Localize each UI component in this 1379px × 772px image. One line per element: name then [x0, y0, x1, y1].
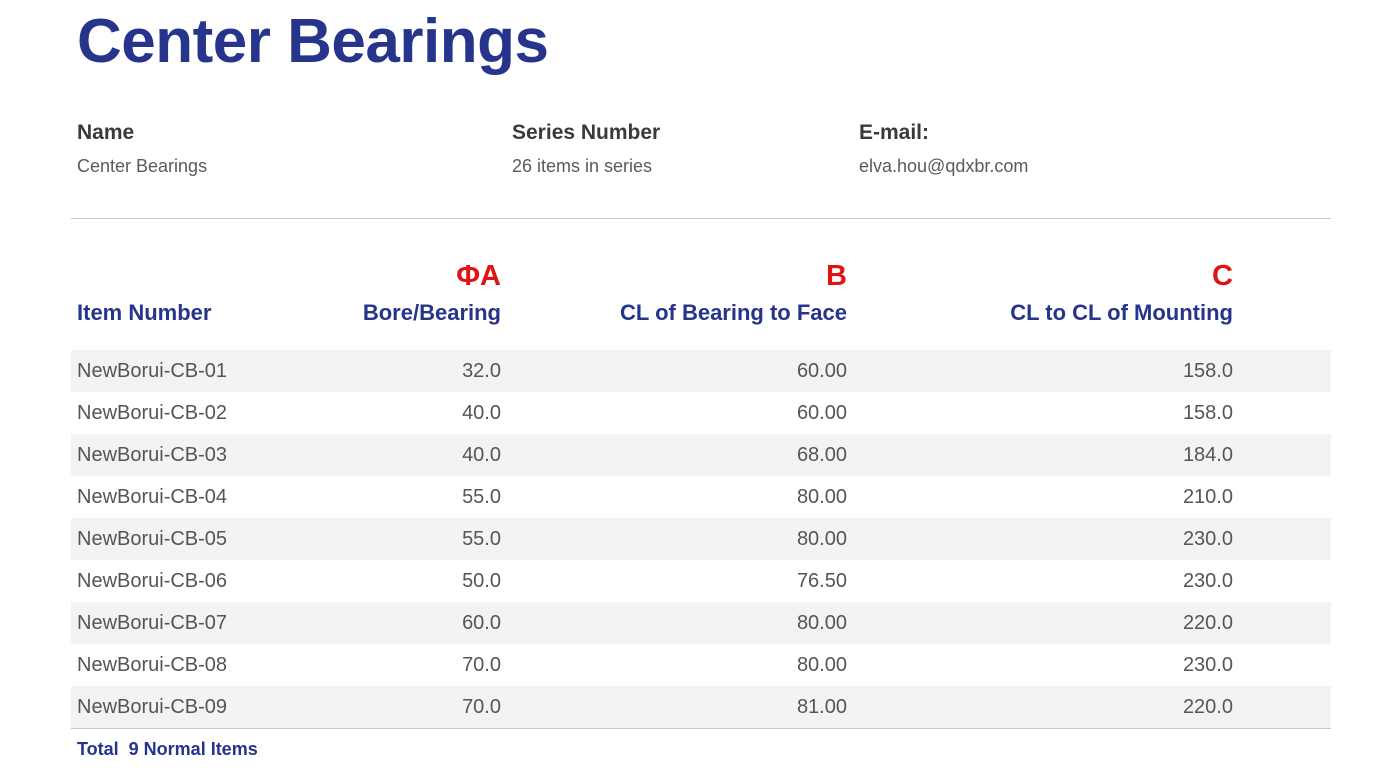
cell-item-number: NewBorui-CB-03 [77, 444, 228, 466]
table-row [71, 392, 1331, 434]
header-item-number: Item Number [77, 300, 212, 325]
email-value[interactable]: elva.hou@qdxbr.com [859, 156, 1029, 176]
total-items-label: Total 9 Normal Items [77, 739, 258, 759]
header-cl-mounting: CL to CL of Mounting [1010, 300, 1233, 325]
dimension-letter-row [71, 250, 1331, 292]
cell-cl-mounting: 230.0 [1182, 570, 1233, 592]
letter-a: ΦA [456, 260, 501, 292]
page-title: Center Bearings [77, 7, 549, 76]
cell-bore: 55.0 [462, 528, 501, 550]
cell-bore: 50.0 [462, 570, 501, 592]
cell-cl-face: 80.00 [796, 612, 847, 634]
info-email-block [859, 120, 1028, 177]
cell-spacer [1233, 644, 1331, 686]
spec-table [71, 250, 1331, 728]
table-row [71, 350, 1331, 392]
cell-cl-mounting: 158.0 [1182, 360, 1233, 382]
letter-item [71, 250, 261, 292]
cell-cl-face: 60.00 [796, 402, 847, 424]
cell-item-number: NewBorui-CB-05 [77, 528, 228, 550]
series-value: 26 items in series [512, 156, 653, 176]
cell-cl-mounting: 220.0 [1182, 696, 1233, 718]
header-spacer [1233, 292, 1331, 350]
cell-cl-mounting: 230.0 [1182, 528, 1233, 550]
cell-spacer [1233, 434, 1331, 476]
cell-bore: 70.0 [462, 696, 501, 718]
table-row [71, 434, 1331, 476]
table-row [71, 518, 1331, 560]
cell-spacer [1233, 602, 1331, 644]
cell-bore: 32.0 [462, 360, 501, 382]
cell-spacer [1233, 350, 1331, 392]
cell-item-number: NewBorui-CB-09 [77, 696, 228, 718]
header-cl-face: CL of Bearing to Face [620, 300, 847, 325]
section-divider [71, 218, 1331, 219]
info-name-block [77, 120, 207, 177]
table-row [71, 476, 1331, 518]
cell-item-number: NewBorui-CB-02 [77, 402, 228, 424]
name-value: Center Bearings [77, 156, 208, 176]
letter-b: B [826, 260, 847, 292]
cell-item-number: NewBorui-CB-07 [77, 612, 228, 634]
email-label: E-mail: [859, 121, 930, 144]
cell-cl-face: 80.00 [796, 528, 847, 550]
cell-cl-face: 60.00 [796, 360, 847, 382]
cell-spacer [1233, 560, 1331, 602]
cell-cl-face: 80.00 [796, 486, 847, 508]
cell-item-number: NewBorui-CB-04 [77, 486, 228, 508]
cell-cl-mounting: 230.0 [1182, 654, 1233, 676]
table-row [71, 560, 1331, 602]
cell-cl-face: 80.00 [796, 654, 847, 676]
table-bottom-divider [71, 728, 1331, 729]
cell-cl-face: 76.50 [796, 570, 847, 592]
table-row [71, 602, 1331, 644]
table-row [71, 644, 1331, 686]
header-bore: Bore/Bearing [362, 300, 501, 325]
cell-bore: 70.0 [462, 654, 501, 676]
cell-cl-mounting: 210.0 [1182, 486, 1233, 508]
letter-c: C [1212, 260, 1233, 292]
name-label: Name [77, 121, 135, 144]
cell-item-number: NewBorui-CB-06 [77, 570, 228, 592]
cell-cl-mounting: 184.0 [1182, 444, 1233, 466]
cell-bore: 40.0 [462, 444, 501, 466]
cell-bore: 40.0 [462, 402, 501, 424]
table-row [71, 686, 1331, 728]
cell-spacer [1233, 392, 1331, 434]
cell-bore: 60.0 [462, 612, 501, 634]
cell-cl-mounting: 220.0 [1182, 612, 1233, 634]
table-body [71, 350, 1331, 728]
cell-item-number: NewBorui-CB-08 [77, 654, 228, 676]
cell-spacer [1233, 686, 1331, 728]
letter-spacer [1233, 250, 1331, 292]
cell-cl-face: 81.00 [796, 696, 847, 718]
cell-spacer [1233, 476, 1331, 518]
cell-bore: 55.0 [462, 486, 501, 508]
column-header-row [71, 292, 1331, 350]
spec-table-container [71, 250, 1331, 729]
cell-cl-mounting: 158.0 [1182, 402, 1233, 424]
info-series-block [512, 120, 660, 177]
cell-spacer [1233, 518, 1331, 560]
series-label: Series Number [512, 121, 661, 144]
cell-cl-face: 68.00 [796, 444, 847, 466]
cell-item-number: NewBorui-CB-01 [77, 360, 228, 382]
